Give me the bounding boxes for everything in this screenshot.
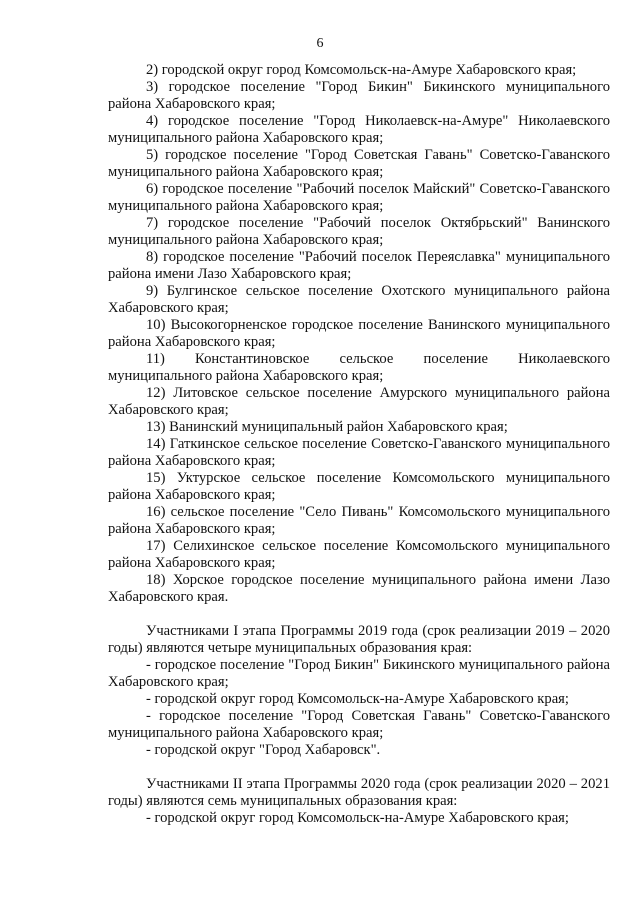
stage-two-item: - городской округ город Комсомольск-на-Амуре Хабаровского края; [146,810,569,826]
list-item: 3) городское поселение "Город Бикин" Бикинского муниципального района Хабаровского края; [108,79,610,112]
list-item: 17) Селихинское сельское поселение Комсомольского муниципального района Хабаровского края; [108,538,610,571]
page-number: 6 [316,36,324,51]
paragraph-gap [108,759,610,776]
document-body [108,62,610,827]
list-item: 16) сельское поселение "Село Пивань" Комсомольского муниципального района Хабаровского края; [108,504,610,537]
stage-one-item: - городское поселение "Город Советская Гавань" Советско-Гаванского муниципального района Хабаровского края; [108,708,610,741]
list-item: 18) Хорское городское поселение муниципального района имени Лазо Хабаровского края. [108,572,610,605]
list-item: 2) городской округ город Комсомольск-на-Амуре Хабаровского края; [146,62,577,78]
list-item: 6) городское поселение "Рабочий поселок Майский" Советско-Гаванского муниципального района Хабаровского края; [108,181,610,214]
stage-two-intro: Участниками II этапа Программы 2020 года (срок реализации 2020 – 2021 годы) являются семь муниципальных образования края: [108,776,610,809]
list-item: 9) Булгинское сельское поселение Охотского муниципального района Хабаровского края; [108,283,610,316]
list-item: 4) городское поселение "Город Николаевск-на-Амуре" Николаевского муниципального района Хабаровского края; [108,113,610,146]
list-item: 5) городское поселение "Город Советская Гавань" Советско-Гаванского муниципального района Хабаровского края; [108,147,610,180]
list-item: 13) Ванинский муниципальный район Хабаровского края; [146,419,508,435]
list-item: 11) Константиновское сельское поселение Николаевского муниципального района Хабаровского края; [108,351,610,384]
stage-one-item: - городской округ город Комсомольск-на-Амуре Хабаровского края; [146,691,569,707]
list-item: 8) городское поселение "Рабочий поселок Переяславка" муниципального района имени Лазо Хабаровского края; [108,249,610,282]
stage-two-section [108,776,610,827]
list-item: 15) Уктурское сельское поселение Комсомольского муниципального района Хабаровского края; [108,470,610,503]
list-item: 7) городское поселение "Рабочий поселок Октябрьский" Ванинского муниципального района Хабаровского края; [108,215,610,248]
stage-one-intro: Участниками I этапа Программы 2019 года (срок реализации 2019 – 2020 годы) являются четыре муниципальных образования края: [108,623,610,656]
stage-one-item: - городской округ "Город Хабаровск". [146,742,381,758]
list-item: 12) Литовское сельское поселение Амурского муниципального района Хабаровского края; [108,385,610,418]
municipalities-list [108,62,610,606]
paragraph-gap [108,606,610,623]
stage-one-item: - городское поселение "Город Бикин" Бикинского муниципального района Хабаровского края; [108,657,610,690]
list-item: 10) Высокогорненское городское поселение Ванинского муниципального района Хабаровского края; [108,317,610,350]
stage-one-section [108,623,610,759]
list-item: 14) Гаткинское сельское поселение Советско-Гаванского муниципального района Хабаровского края; [108,436,610,469]
